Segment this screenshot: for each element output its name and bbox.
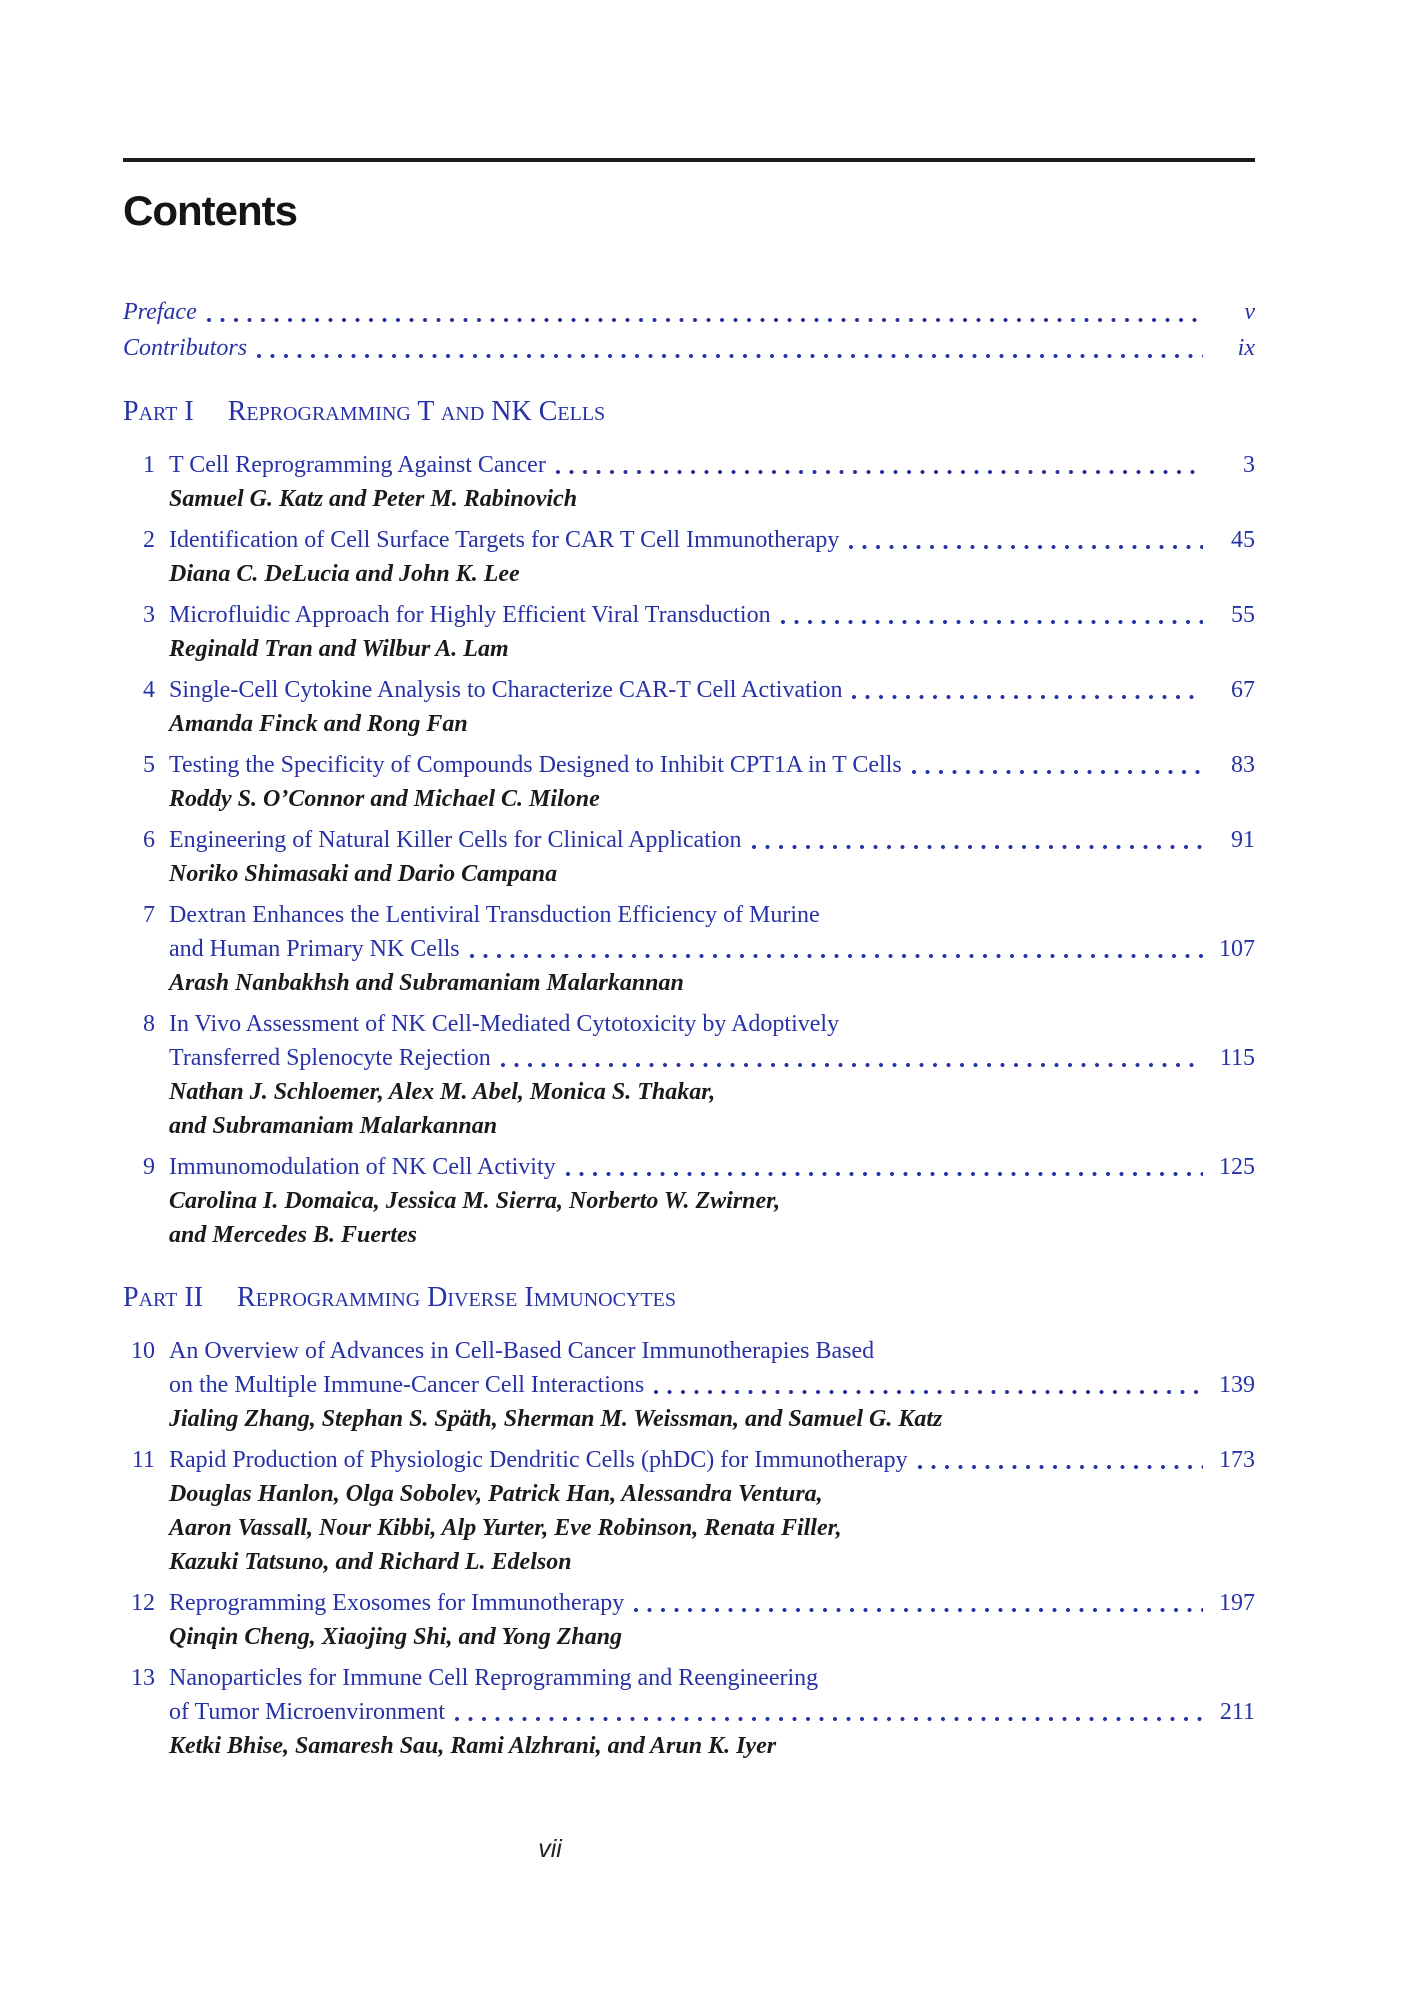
chapter-title-last-line: [169, 673, 1255, 707]
toc-chapter-entry: [123, 823, 1255, 891]
dot-leader: [207, 317, 1203, 323]
toc-page-number: 107: [1219, 936, 1255, 962]
chapter-body: [169, 598, 1255, 666]
toc-chapter-entry: [123, 748, 1255, 816]
toc-chapter-entry: [123, 1150, 1255, 1252]
chapter-title-last-line: [169, 523, 1255, 557]
chapter-title-text: Immunomodulation of NK Cell Activity: [169, 1154, 556, 1180]
toc-front-item: [123, 330, 1255, 366]
chapter-number: 9: [143, 1154, 155, 1180]
toc-page-number: 45: [1231, 527, 1255, 553]
dot-leader: [752, 844, 1203, 850]
chapter-authors-line: Jialing Zhang, Stephan S. Späth, Sherman M. Weissman, and Samuel G. Katz: [169, 1406, 943, 1432]
chapter-title-text: Single-Cell Cytokine Analysis to Characterize CAR-T Cell Activation: [169, 677, 843, 703]
chapter-authors-line: Diana C. DeLucia and John K. Lee: [169, 561, 520, 587]
part-heading: [123, 1278, 1255, 1318]
part-label: Part II: [123, 1282, 204, 1313]
chapter-title-text: Engineering of Natural Killer Cells for Clinical Application: [169, 827, 742, 853]
toc-chapter-entry: [123, 448, 1255, 516]
dot-leader: [781, 619, 1203, 625]
chapter-body: [169, 1443, 1255, 1579]
chapter-number: 7: [143, 902, 155, 928]
chapter-title-last-line: [169, 1443, 1255, 1477]
toc-page-number: 3: [1243, 452, 1255, 478]
chapter-authors-line: Douglas Hanlon, Olga Sobolev, Patrick Han, Alessandra Ventura,: [169, 1481, 823, 1507]
page-title: Contents: [123, 187, 297, 234]
toc-chapter-entry: [123, 898, 1255, 1000]
dot-leader: [654, 1389, 1203, 1395]
chapter-authors-line: Amanda Finck and Rong Fan: [169, 711, 468, 737]
chapter-title-text: on the Multiple Immune-Cancer Cell Interactions: [169, 1372, 645, 1398]
toc-page-number: 67: [1231, 677, 1255, 703]
chapter-authors-line: Nathan J. Schloemer, Alex M. Abel, Monica S. Thakar,: [169, 1079, 716, 1105]
chapter-authors-line: Samuel G. Katz and Peter M. Rabinovich: [169, 486, 578, 512]
chapter-body: [169, 823, 1255, 891]
chapter-authors-line: and Subramaniam Malarkannan: [169, 1113, 498, 1139]
dot-leader: [257, 353, 1203, 359]
chapter-title-text: T Cell Reprogramming Against Cancer: [169, 452, 546, 478]
dot-leader: [556, 469, 1203, 475]
dot-leader: [470, 953, 1203, 959]
chapter-title-line: Nanoparticles for Immune Cell Reprogramming and Reengineering: [169, 1665, 819, 1691]
dot-leader: [455, 1716, 1203, 1722]
chapter-number: 6: [143, 827, 155, 853]
toc-page-number: 139: [1219, 1372, 1255, 1398]
content-column: [123, 0, 1255, 1763]
chapter-number: 4: [143, 677, 155, 703]
toc-chapter-entry: [123, 673, 1255, 741]
chapter-title-last-line: [169, 1368, 1255, 1402]
chapter-number: 8: [143, 1011, 155, 1037]
chapter-body: [169, 898, 1255, 1000]
toc-page-number: 211: [1219, 1699, 1255, 1725]
chapter-authors-line: Aaron Vassall, Nour Kibbi, Alp Yurter, Eve Robinson, Renata Filler,: [169, 1515, 842, 1541]
chapter-list: [123, 448, 1255, 1252]
chapter-number: 2: [143, 527, 155, 553]
toc-front-item: [123, 294, 1255, 330]
toc-front-label: Preface: [123, 299, 197, 325]
chapter-number: 10: [131, 1338, 155, 1364]
chapter-body: [169, 1007, 1255, 1143]
dot-leader: [852, 694, 1203, 700]
chapter-title-text: Microfluidic Approach for Highly Efficient Viral Transduction: [169, 602, 771, 628]
chapter-authors-line: and Mercedes B. Fuertes: [169, 1222, 417, 1248]
part-label: Part I: [123, 396, 194, 427]
part-title: Reprogramming Diverse Immunocytes: [237, 1282, 676, 1313]
chapter-list: [123, 1334, 1255, 1763]
chapter-title-line: An Overview of Advances in Cell-Based Cancer Immunotherapies Based: [169, 1338, 875, 1364]
chapter-title-last-line: [169, 598, 1255, 632]
chapter-title-text: Transferred Splenocyte Rejection: [169, 1045, 491, 1071]
toc-chapter-entry: [123, 1661, 1255, 1763]
chapter-authors-line: Kazuki Tatsuno, and Richard L. Edelson: [169, 1549, 572, 1575]
chapter-authors-line: Reginald Tran and Wilbur A. Lam: [169, 636, 509, 662]
chapter-number: 13: [131, 1665, 155, 1691]
toc-page-number: 173: [1219, 1447, 1255, 1473]
chapter-body: [169, 673, 1255, 741]
dot-leader: [912, 769, 1203, 775]
part-heading: [123, 392, 1255, 432]
chapter-title-last-line: [169, 1150, 1255, 1184]
chapter-title-text: and Human Primary NK Cells: [169, 936, 460, 962]
chapter-title-last-line: [169, 1695, 1255, 1729]
chapter-number: 3: [143, 602, 155, 628]
toc-page-number: 125: [1219, 1154, 1255, 1180]
chapter-title-text: Identification of Cell Surface Targets for CAR T Cell Immunotherapy: [169, 527, 840, 553]
toc-page-number: ix: [1237, 335, 1255, 361]
toc-chapter-entry: [123, 1007, 1255, 1143]
chapter-title-line: In Vivo Assessment of NK Cell-Mediated Cytotoxicity by Adoptively: [169, 1011, 840, 1037]
chapter-title-text: Rapid Production of Physiologic Dendritic Cells (phDC) for Immunotherapy: [169, 1447, 908, 1473]
dot-leader: [501, 1062, 1203, 1068]
chapter-title-last-line: [169, 748, 1255, 782]
toc-chapter-entry: [123, 1586, 1255, 1654]
chapter-number: 1: [143, 452, 155, 478]
chapter-body: [169, 1334, 1255, 1436]
chapter-authors-line: Arash Nanbakhsh and Subramaniam Malarkannan: [169, 970, 684, 996]
parts-list: [123, 392, 1255, 1763]
chapter-number: 5: [143, 752, 155, 778]
toc-page-number: 91: [1231, 827, 1255, 853]
chapter-body: [169, 523, 1255, 591]
chapter-body: [169, 448, 1255, 516]
dot-leader: [849, 544, 1203, 550]
toc-page-number: 83: [1231, 752, 1255, 778]
chapter-number: 12: [131, 1590, 155, 1616]
toc-chapter-entry: [123, 523, 1255, 591]
top-rule: [123, 158, 1255, 162]
chapter-title-text: Reprogramming Exosomes for Immunotherapy: [169, 1590, 625, 1616]
chapter-body: [169, 1586, 1255, 1654]
chapter-title-text: Testing the Specificity of Compounds Designed to Inhibit CPT1A in T Cells: [169, 752, 902, 778]
toc-chapter-entry: [123, 598, 1255, 666]
chapter-authors-line: Roddy S. O’Connor and Michael C. Milone: [169, 786, 600, 812]
chapter-title-last-line: [169, 448, 1255, 482]
front-matter-list: [123, 294, 1255, 366]
chapter-body: [169, 748, 1255, 816]
chapter-authors-line: Qinqin Cheng, Xiaojing Shi, and Yong Zhang: [169, 1624, 623, 1650]
toc-page-number: 55: [1231, 602, 1255, 628]
chapter-title-last-line: [169, 932, 1255, 966]
toc-page-number: v: [1244, 299, 1255, 325]
toc-page-number: 197: [1219, 1590, 1255, 1616]
chapter-title-last-line: [169, 823, 1255, 857]
chapter-body: [169, 1661, 1255, 1763]
chapter-title-last-line: [169, 1041, 1255, 1075]
chapter-number: 11: [131, 1447, 155, 1473]
toc-front-label: Contributors: [123, 335, 248, 361]
chapter-authors-line: Noriko Shimasaki and Dario Campana: [169, 861, 558, 887]
chapter-title-line: Dextran Enhances the Lentiviral Transduction Efficiency of Murine: [169, 902, 820, 928]
chapter-title-text: of Tumor Microenvironment: [169, 1699, 445, 1725]
chapter-body: [169, 1150, 1255, 1252]
chapter-authors-line: Carolina I. Domaica, Jessica M. Sierra, Norberto W. Zwirner,: [169, 1188, 781, 1214]
toc-chapter-entry: [123, 1443, 1255, 1579]
part-title: Reprogramming T and NK Cells: [227, 396, 606, 427]
chapter-authors-line: Ketki Bhise, Samaresh Sau, Rami Alzhrani, and Arun K. Iyer: [169, 1733, 777, 1759]
dot-leader: [634, 1607, 1203, 1613]
toc-page-number: 115: [1219, 1045, 1255, 1071]
toc-chapter-entry: [123, 1334, 1255, 1436]
page-number-footer: vii: [538, 1835, 562, 1863]
chapter-title-last-line: [169, 1586, 1255, 1620]
dot-leader: [566, 1171, 1203, 1177]
dot-leader: [918, 1464, 1203, 1470]
